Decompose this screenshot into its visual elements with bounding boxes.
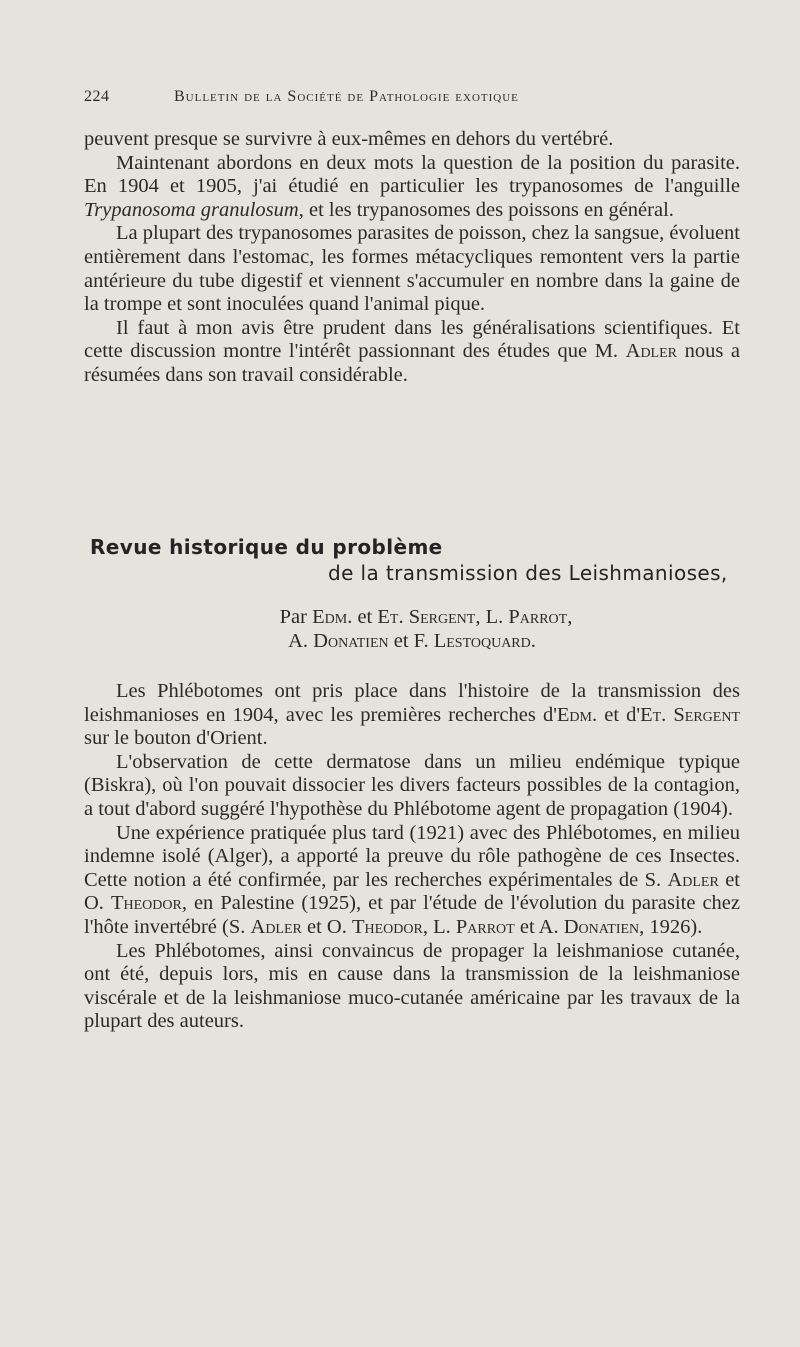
authors-line1: Par Edm. et Et. Sergent, L. Parrot, — [279, 606, 573, 628]
paragraph: Les Phlébotomes, ainsi convaincus de propager la leishmaniose cutanée, ont été, depuis lors, mis en cause dans la transmission de la leishmaniose viscérale et de la leishmaniose muco-cutanée américaine par les travaux de la plupart des auteurs. — [84, 939, 740, 1033]
article-title-line1: Revue historique du problème — [90, 535, 443, 559]
article-title-line2: de la transmission des Leishmanioses, — [328, 561, 728, 585]
paragraph: Les Phlébotomes ont pris place dans l'histoire de la transmission des leishmanioses en 1904, avec les premières recherches d'Edm. et d'Et. Sergent sur le bouton d'Orient. — [84, 680, 740, 750]
paragraph: Une expérience pratiquée plus tard (1921) avec des Phlébotomes, en milieu indemne isolé (Alger), a apporté la preuve du rôle pathogène de ces Insectes. Cette notion a été confirmée, par les recherches expérimentales de S. Adler et O. Theodor, en Palestine (1925), et par l'étude de l'évolution du parasite chez l'hôte invertébré (S. Adler et O. Theodor, L. Parrot et A. Donatien, 1926). — [84, 821, 740, 938]
page-number: 224 — [84, 88, 110, 105]
paragraph: peuvent presque se survivre à eux-mêmes en dehors du vertébré. — [84, 128, 614, 150]
paragraph: La plupart des trypanosomes parasites de poisson, chez la sangsue, évoluent entièrement dans l'estomac, les formes métacycliques remontent vers la partie antérieure du tube digestif et viennent s'accumuler en nombre dans la gaine de la trompe et sont inoculées quand l'animal pique. — [84, 222, 740, 316]
authors-line2: A. Donatien et F. Lestoquard. — [288, 630, 536, 652]
paragraph: L'observation de cette dermatose dans un milieu endémique typique (Biskra), où l'on pouvait dissocier les divers facteurs possibles de la contagion, a tout d'abord suggéré l'hypothèse du Phlébotome agent de propagation (1904). — [84, 750, 740, 820]
article-body — [84, 680, 740, 1034]
paragraph: Maintenant abordons en deux mots la question de la position du parasite. En 1904 et 1905, j'ai étudié en particulier les trypanosomes de l'anguille Trypanosoma granulosum, et les trypanosomes des poissons en général. — [84, 151, 740, 221]
journal-title: Bulletin de la Société de Pathologie exotique — [174, 88, 519, 105]
species-name: Trypanosoma granulosum — [84, 198, 299, 221]
paragraph: Il faut à mon avis être prudent dans les généralisations scientifiques. Et cette discussion montre l'intérêt passionnant des études que M. Adler nous a résumées dans son travail considérable. — [84, 316, 740, 386]
author-name: Adler — [625, 340, 677, 363]
article-title — [90, 535, 730, 585]
previous-article-text — [84, 128, 740, 388]
article-authors — [84, 605, 740, 653]
